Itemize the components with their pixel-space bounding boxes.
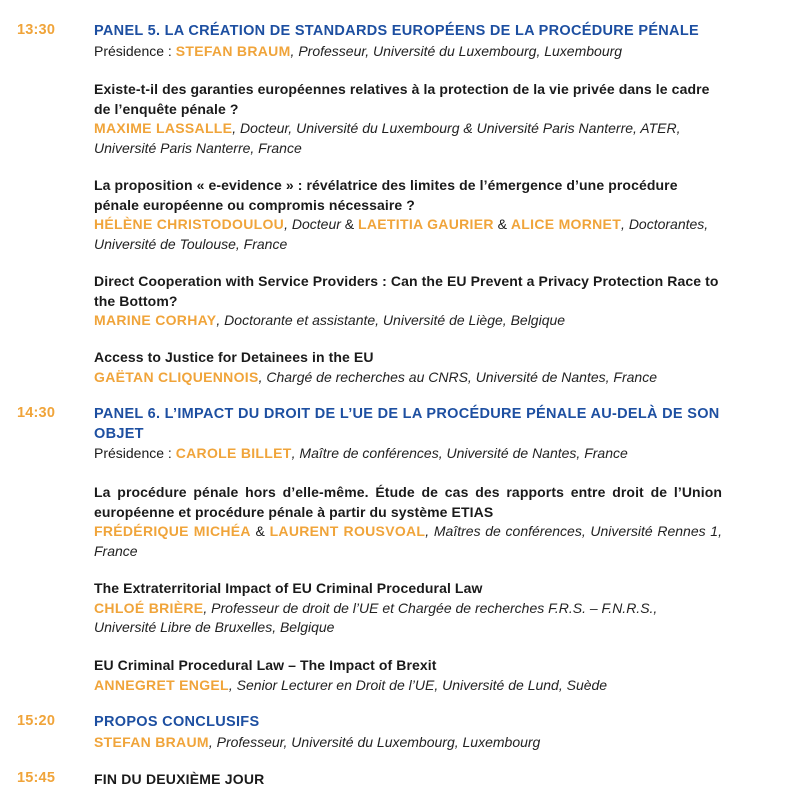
speaker-name: MAXIME LASSALLE: [94, 120, 233, 136]
time-label: 13:30: [17, 22, 56, 38]
speaker-separator: &: [493, 216, 511, 232]
talk-speakers: [94, 311, 722, 331]
speaker-affiliation: , Maîtres de conférences, Université Rennes 1, France: [94, 523, 722, 559]
presidence-label: Présidence :: [94, 445, 172, 461]
talk-item: [94, 483, 722, 561]
talk-speakers: [94, 215, 722, 254]
speaker-name: CHLOÉ BRIÈRE: [94, 599, 204, 616]
talk-speakers: [94, 368, 722, 388]
speaker-name: GAËTAN CLIQUENNOIS: [94, 368, 259, 385]
time-label: 15:45: [17, 770, 56, 786]
talk-item: [94, 579, 722, 638]
speaker-name: STEFAN BRAUM: [175, 42, 291, 59]
talk-item: [94, 176, 722, 254]
speaker-affiliation: , Maître de conférences, Université de Nantes, France: [291, 445, 628, 461]
talk-title: La procédure pénale hors d’elle-même. Étude de cas des rapports entre droit de l’Union européenne et procédure pénale à partir du système ETIAS: [94, 484, 722, 520]
speaker-name: ALICE MORNET: [510, 216, 622, 232]
talk-title: EU Criminal Procedural Law – The Impact of Brexit: [94, 657, 437, 673]
panel-title: PANEL 5. LA CRÉATION DE STANDARDS EUROPÉENS DE LA PROCÉDURE PÉNALE: [94, 23, 699, 39]
speaker-affiliation: , Chargé de recherches au CNRS, Université de Nantes, France: [258, 368, 657, 385]
presidence-line: [94, 42, 722, 62]
talk-speakers: [94, 676, 722, 696]
speaker-name: STEFAN BRAUM: [94, 733, 209, 750]
speaker-affiliation: , Doctorante et assistante, Université de Liège, Belgique: [216, 312, 566, 328]
talk-title: Existe-t-il des garanties européennes relatives à la protection de la vie privée dans le cadre de l’enquête pénale ?: [94, 81, 710, 117]
speaker-separator: &: [250, 523, 270, 539]
speaker-affiliation: , Doctorantes, Université de Toulouse, France: [94, 216, 709, 252]
talk-item: [94, 80, 722, 158]
presidence-label: Présidence :: [94, 42, 172, 59]
speaker-affiliation: , Docteur: [284, 216, 341, 232]
talk-speakers: [94, 522, 722, 561]
presidence-line: [94, 444, 722, 464]
panel-5-content: [94, 22, 722, 61]
panel-6-content: [94, 405, 722, 464]
talk-item: [94, 272, 722, 331]
speaker-affiliation: , Professeur de droit de l’UE et Chargée de recherches F.R.S. – F.N.R.S., Université Libre de Bruxelles, Belgique: [94, 599, 658, 635]
speaker-separator: &: [340, 216, 359, 232]
time-label: 15:20: [17, 713, 56, 729]
talk-title: The Extraterritorial Impact of EU Criminal Procedural Law: [94, 580, 483, 596]
speaker-name: LAETITIA GAURIER: [358, 216, 494, 232]
speaker-affiliation: , Docteur, Université du Luxembourg & Université Paris Nanterre, ATER, Université Paris Nanterre, France: [94, 120, 681, 156]
speaker-name: MARINE CORHAY: [94, 312, 217, 328]
speaker-name: LAURENT ROUSVOAL: [269, 523, 426, 539]
panel-title: PANEL 6. L’IMPACT DU DROIT DE L’UE DE LA PROCÉDURE PÉNALE AU-DELÀ DE SON OBJET: [94, 406, 720, 442]
speaker-name: ANNEGRET ENGEL: [94, 676, 229, 693]
talk-title: Access to Justice for Detainees in the EU: [94, 349, 374, 365]
speaker-affiliation: , Professeur, Université du Luxembourg, Luxembourg: [208, 733, 541, 750]
speaker-name: CAROLE BILLET: [175, 445, 292, 461]
talk-item: [94, 656, 722, 695]
time-label: 14:30: [17, 405, 56, 421]
talk-title: Direct Cooperation with Service Providers : Can the EU Prevent a Privacy Protection Race to the Bottom?: [94, 273, 719, 309]
talk-speakers: [94, 599, 722, 638]
conclusion-content: [94, 713, 722, 752]
talk-speakers: [94, 733, 722, 753]
end-of-day-title: FIN DU DEUXIÈME JOUR: [94, 771, 265, 787]
panel-title: PROPOS CONCLUSIFS: [94, 714, 260, 730]
speaker-affiliation: , Senior Lecturer en Droit de l’UE, Université de Lund, Suède: [228, 676, 608, 693]
speaker-affiliation: , Professeur, Université du Luxembourg, Luxembourg: [290, 42, 623, 59]
end-content: [94, 770, 722, 790]
talk-title: La proposition « e-evidence » : révélatrice des limites de l’émergence d’une procédure pénale européenne ou compromis nécessaire ?: [94, 177, 678, 213]
talk-speakers: [94, 119, 722, 158]
speaker-name: FRÉDÉRIQUE MICHÉA: [94, 523, 251, 539]
speaker-name: HÉLÈNE CHRISTODOULOU: [94, 216, 285, 232]
talk-item: [94, 348, 722, 387]
